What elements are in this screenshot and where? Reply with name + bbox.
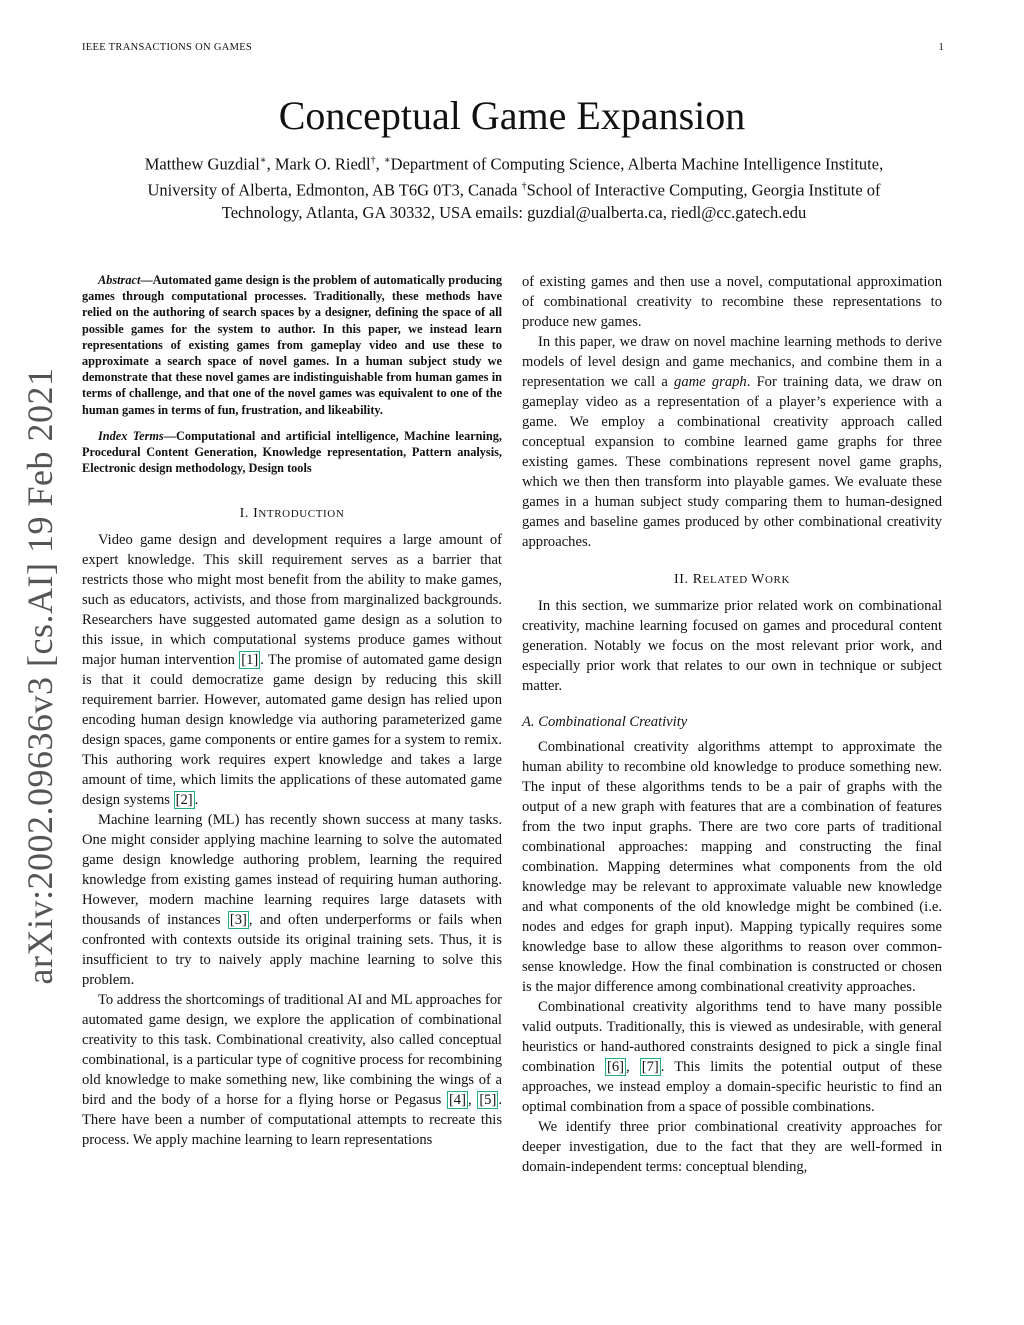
section-heading-related-work: II. RELATED WORK <box>673 572 791 587</box>
right-column <box>522 272 942 1177</box>
intro-continuation: of existing games and then use a novel, computational approximation of combinational creativity to recombine these representations to produce new games. <box>522 274 942 330</box>
introduction-section <box>82 506 502 1150</box>
author-line-3: Technology, Atlanta, GA 30332, USA emails: guzdial@ualberta.ca, riedl@cc.gatech.edu <box>221 203 807 222</box>
related-work-paragraph-1: In this section, we summarize prior related work on combinational creativity, machine learning focused on games and procedural content generation. Notably we focus on the most relevant prior work, and especially prior work that relates to our own in technique or subject matter. <box>522 598 942 694</box>
abstract-paragraph: Abstract—Automated game design is the problem of automatically producing games through computational processes. Traditionally, these methods have relied on the authoring of search spaces by a designer, defining the space of all possible games for the system to author. In this paper, we instead learn representations of existing games from gameplay video and use these to approximate a search space of novel games. In a human subject study we demonstrate that these novel games are indistinguishable from human games in terms of challenge, and that one of the novel games was equivalent to one of the human games in terms of fun, frustration, and likeability. <box>82 273 502 417</box>
journal-name: IEEE TRANSACTIONS ON GAMES <box>82 42 253 53</box>
citation-link[interactable]: [2] <box>175 792 193 809</box>
intro-paragraph-4: In this paper, we draw on novel machine learning methods to derive models of level design and game mechanics, and combine them in a representation we call a game graph. For training data, we draw on gameplay video as a representation of a player’s experience with a game. We employ a combinational creativity approach called conceptual expansion to combine learned game graphs for three existing games. These combinations represent novel game graphs, which we then then transform into playable games. We evaluate these games in a human subject study comparing them to human-designed games and baseline games produced by other combinational creativity approaches. <box>522 334 942 550</box>
index-terms: Index Terms—Computational and artificial intelligence, Machine learning, Procedural Content Generation, Knowledge representation, Pattern analysis, Electronic design methodology, Design tools <box>82 428 502 476</box>
intro-paragraph-3: To address the shortcomings of traditional AI and ML approaches for automated game design, we explore the application of combinational creativity to this task. Combinational creativity, also called conceptual combinational, is a particular type of cognitive process for recombining old knowledge to make something new, like combining the wings of a bird and the body of a horse for a flying horse or Pegasus [4] , [5] . There have been a number of computational attempts to recreate this process. We apply machine learning to learn representations <box>82 992 502 1149</box>
arxiv-stamp: arXiv:2002.09636v3 [cs.AI] 19 Feb 2021 <box>20 367 60 985</box>
subsection-heading: A. Combinational Creativity <box>522 714 688 730</box>
abstract <box>82 272 502 476</box>
related-work-paragraph-3: Combinational creativity algorithms tend to have many possible valid outputs. Traditionally, this is viewed as undesirable, with general heuristics or hand-authored constraints designed to pick a single final combination [6] , [7] . This limits the potential output of these approaches, we instead employ a domain-specific heuristic to find an optimal combination from a space of possible combinations. <box>522 999 943 1115</box>
paper-title: Conceptual Game Expansion <box>278 93 746 138</box>
citation-link[interactable]: [3] <box>229 912 247 929</box>
citation-link[interactable]: [1] <box>241 652 259 669</box>
citation-link[interactable]: [4] <box>448 1092 466 1109</box>
running-header <box>82 42 944 58</box>
left-column <box>82 272 502 1150</box>
citation-link[interactable]: [7] <box>641 1059 659 1075</box>
related-work-paragraph-4: We identify three prior combinational creativity approaches for deeper investigation, due to the fact that they are well-formed in domain-independent terms: conceptual blending, <box>522 1119 942 1175</box>
section-heading-introduction: I. INTRODUCTION <box>239 506 345 522</box>
author-line-1: Matthew Guzdial∗, Mark O. Riedl†, ∗Department of Computing Science, Alberta Machine Intelligence Institute, <box>144 154 884 174</box>
author-line-2: University of Alberta, Edmonton, AB T6G 0T3, Canada †School of Interactive Computing, Georgia Institute of <box>147 180 881 200</box>
citation-link[interactable]: [6] <box>607 1059 625 1075</box>
citation-link[interactable]: [5] <box>479 1092 497 1109</box>
related-work-paragraph-2: Combinational creativity algorithms attempt to approximate the human ability to recombine old knowledge to produce something new. The input of these algorithms tends to be a pair of graphs with the output of a new graph with features that are a combination of features from the two input graphs. There are two core parts of traditional combinational approaches: mapping and constructing the final combination. Mapping determines what components from the old knowledge may be relevant to approximate valuable new knowledge and what components of the old knowledge might be combined (i.e. nodes and edges for graph input). Mapping typically requires some knowledge base to allow these algorithms to reason over common-sense knowledge. How the final combination is constructed or chosen is the major difference among combinational creativity approaches. <box>522 739 942 995</box>
intro-paragraph-1: Video game design and development requires a large amount of expert knowledge. This skill requirement serves as a barrier that restricts those who might most benefit from the ability to make games, such as educators, activists, and those from marginalized backgrounds. Researchers have suggested automated game design as a solution to this issue, in which computational systems produce games without major human intervention [1] . The promise of automated game design is that it could democratize game design by reducing this skill requirement barrier. However, automated game design has relied upon encoding human design knowledge via authoring parameterized game design spaces, game components or entire games for a system to remix. This authoring work requires expert knowledge and takes a large amount of time, which limits the applications of these automated game design systems [2] . <box>82 532 502 809</box>
page-number: 1 <box>938 42 944 53</box>
intro-paragraph-2: Machine learning (ML) has recently shown success at many tasks. One might consider applying machine learning to solve the automated game design knowledge authoring problem, learning the required knowledge from existing games instead of requiring human authoring. However, modern machine learning requires large datasets with thousands of instances [3] , and often underperforms or fails when confronted with contexts outside its original training sets. Thus, it is insufficient to try to naively apply machine learning to solve this problem. <box>82 812 502 989</box>
author-block <box>84 150 944 225</box>
